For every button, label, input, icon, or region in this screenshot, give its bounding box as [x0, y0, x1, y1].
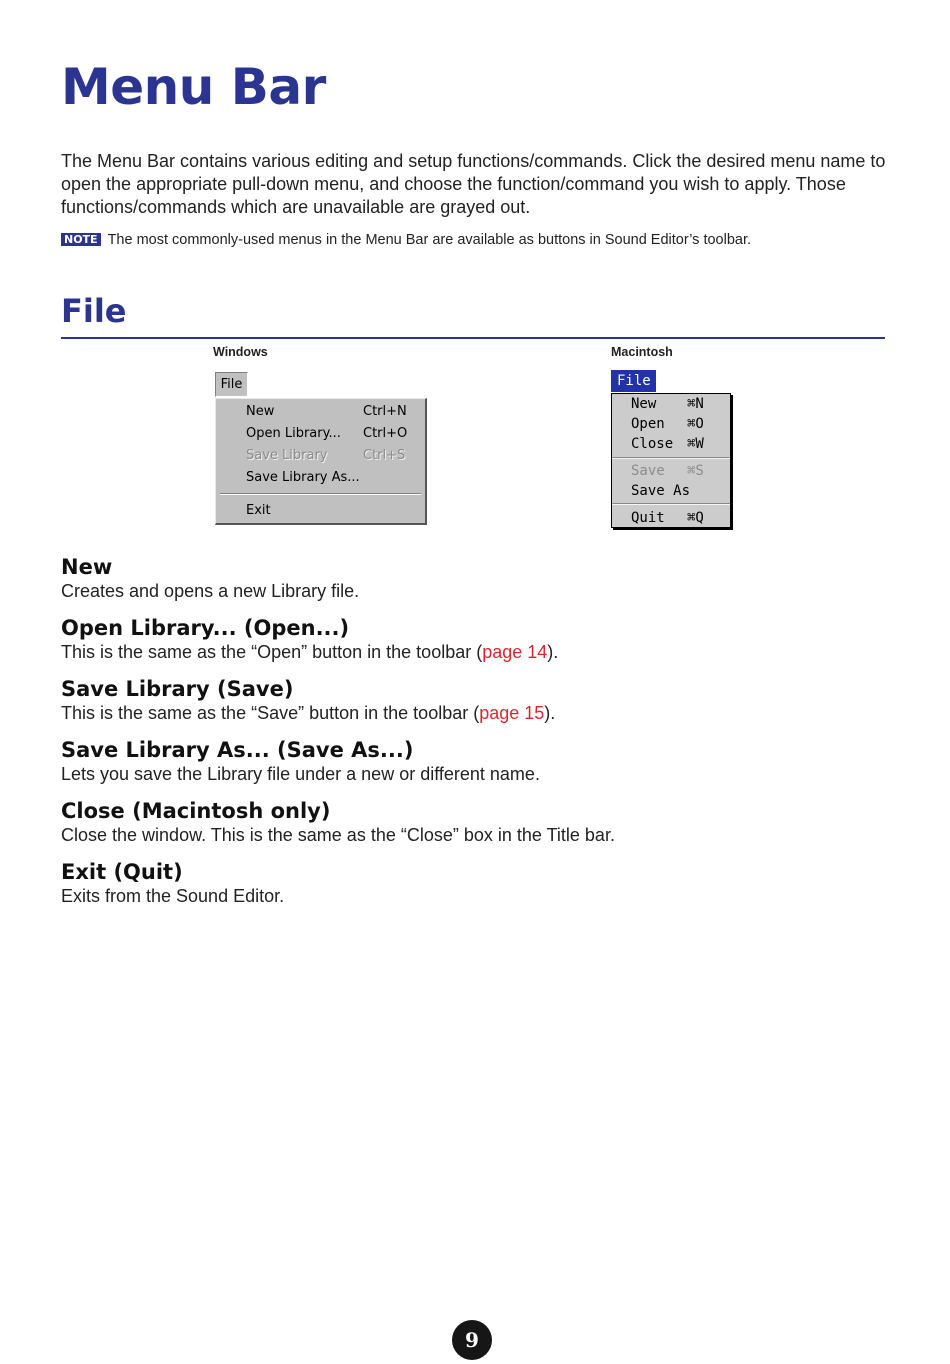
section-divider: [61, 337, 885, 339]
mac-menu-shortcut-open: ⌘O: [687, 416, 704, 432]
mac-menu-item-save-as[interactable]: Save As: [631, 483, 691, 499]
mac-menu-shortcut-save: ⌘S: [687, 463, 704, 479]
entry-heading: Close (Macintosh only): [61, 799, 331, 823]
windows-menu-item-save-library-as[interactable]: Save Library As...: [246, 470, 360, 485]
entry-description: [61, 702, 555, 724]
page-link[interactable]: page 14: [482, 642, 548, 662]
page-title: Menu Bar: [61, 58, 326, 116]
note-text: The most commonly-used menus in the Menu Bar are available as buttons in Sound Editor’s toolbar.: [107, 232, 752, 248]
macintosh-caption: Macintosh: [611, 345, 673, 359]
entry-description-text: ).: [547, 642, 559, 662]
mac-file-menu: [611, 393, 731, 528]
windows-menu-separator: [220, 493, 421, 495]
entry-open-library: [61, 615, 558, 663]
entry-description-text: This is the same as the “Open” button in the toolbar (: [61, 642, 483, 662]
mac-file-menu-title[interactable]: File: [611, 370, 656, 392]
page-link[interactable]: page 15: [479, 703, 545, 723]
mac-menu-shortcut-close: ⌘W: [687, 436, 704, 452]
entry-new: [61, 554, 359, 602]
mac-menu-shortcut-quit: ⌘Q: [687, 510, 704, 526]
entry-heading: Open Library... (Open...): [61, 616, 350, 640]
entry-heading: Exit (Quit): [61, 860, 183, 884]
mac-menu-separator: [612, 503, 730, 505]
windows-file-menu-title[interactable]: File: [215, 372, 248, 397]
mac-menu-item-new[interactable]: New: [631, 396, 657, 412]
entry-description: [61, 641, 558, 663]
entry-description-text: This is the same as the “Save” button in the toolbar (: [61, 703, 480, 723]
entry-description: Exits from the Sound Editor.: [61, 886, 285, 906]
mac-menu-shortcut-new: ⌘N: [687, 396, 704, 412]
entry-exit: [61, 859, 284, 907]
mac-menu-item-close[interactable]: Close: [631, 436, 674, 452]
entry-heading: New: [61, 555, 113, 579]
mac-menu-separator: [612, 457, 730, 459]
windows-file-menu: [215, 398, 427, 525]
windows-caption: Windows: [213, 345, 268, 359]
entry-heading: Save Library As... (Save As...): [61, 738, 414, 762]
windows-menu-shortcut-new: Ctrl+N: [363, 404, 407, 419]
windows-menu-item-new[interactable]: New: [246, 404, 275, 419]
note: [61, 232, 751, 248]
entry-description: Creates and opens a new Library file.: [61, 581, 360, 601]
entry-save-library-as: [61, 737, 540, 785]
entry-close: [61, 798, 615, 846]
entry-description: Close the window. This is the same as the “Close” box in the Title bar.: [61, 825, 615, 845]
entry-heading: Save Library (Save): [61, 677, 294, 701]
windows-menu-shortcut-save: Ctrl+S: [363, 448, 406, 463]
section-title-file: File: [61, 292, 127, 330]
windows-menu-item-exit[interactable]: Exit: [246, 503, 271, 518]
mac-menu-item-open[interactable]: Open: [631, 416, 665, 432]
entry-description-text: ).: [544, 703, 556, 723]
mac-menu-item-quit[interactable]: Quit: [631, 510, 665, 526]
windows-menu-shortcut-open: Ctrl+O: [363, 426, 408, 441]
windows-menu-item-save-library: Save Library: [246, 448, 328, 463]
page-number: 9: [452, 1320, 492, 1360]
entry-description: Lets you save the Library file under a new or different name.: [61, 764, 540, 784]
mac-menu-item-save: Save: [631, 463, 665, 479]
entry-save-library: [61, 676, 555, 724]
note-icon: NOTE: [61, 233, 101, 246]
windows-menu-item-open-library[interactable]: Open Library...: [246, 426, 341, 441]
intro-paragraph: The Menu Bar contains various editing and setup functions/commands. Click the desired menu name to open the appropriate pull-down menu, and choose the function/command you wish to apply. Those functions/commands which are unavailable are grayed out.: [61, 151, 886, 217]
